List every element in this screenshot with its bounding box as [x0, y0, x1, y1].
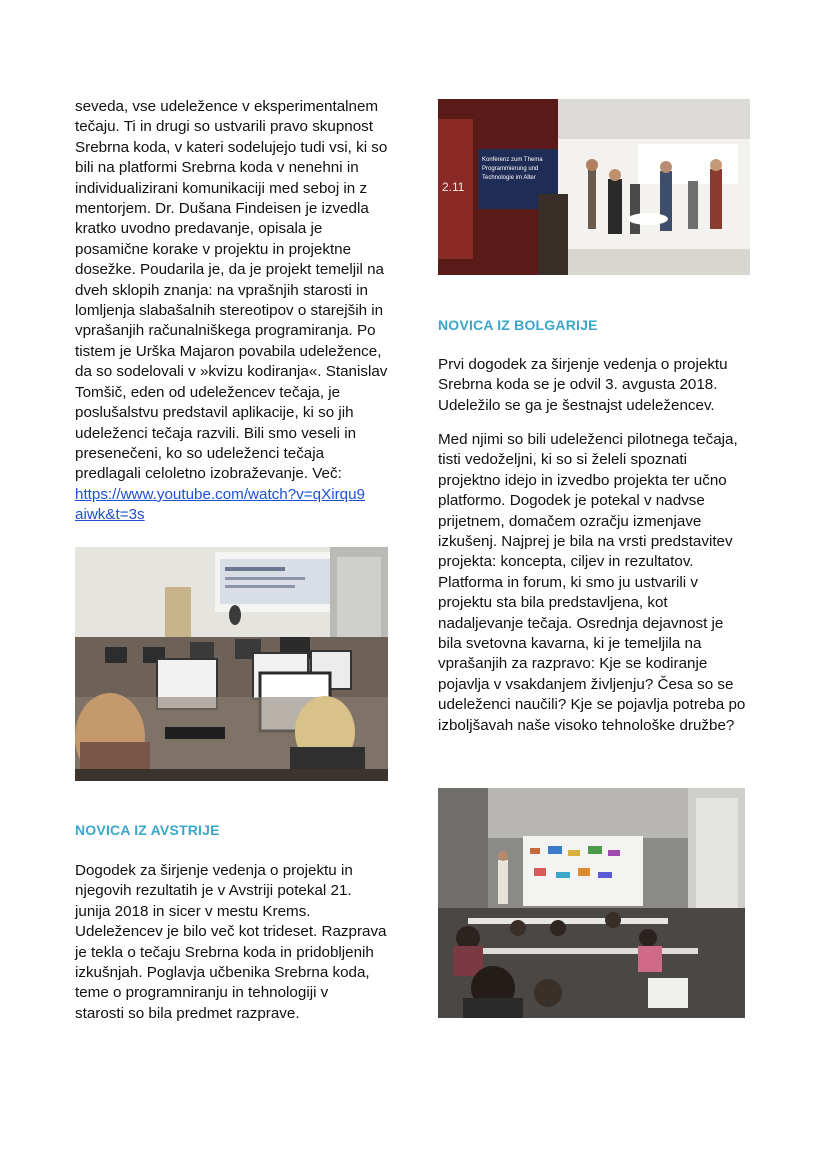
text-line: je tekla o tečaju Srebrna koda in pridobljenih	[75, 943, 374, 961]
intro-paragraph	[75, 97, 390, 526]
text-line: mentorjem. Dr. Dušana Findeisen je izvedla	[75, 200, 369, 218]
text-line: izkušnjah. Poglavja učbenika Srebrna koda,	[75, 964, 370, 982]
text-line: platformo. Dogodek je potekal v nadvse	[438, 492, 705, 510]
text-line: Prvi dogodek za širjenje vedenja o projektu	[438, 356, 728, 373]
room-number: 2.11	[442, 180, 465, 194]
text-line: starosti so bila predmet razprave.	[75, 1004, 300, 1022]
text-line: bila svetovna kavarna, ki je temeljila na	[438, 635, 702, 653]
classroom-photo-illustration	[75, 547, 388, 781]
bulgaria-heading: NOVICA IZ BOLGARIJE	[438, 317, 598, 333]
text-line: pojavlja v vsakdanjem življenju? Česa so se	[438, 675, 734, 693]
austria-paragraph-wrap	[75, 861, 390, 1024]
text-line: poslušalstvu predstavil aplikacije, ki so jih	[75, 404, 354, 422]
text-line: projektno idejo in izvedbo projekta ter učno	[438, 471, 727, 489]
sign-line: Konferenz zum Thema	[482, 157, 543, 163]
text-line: izboljšavah naše visoko tehnološke družbe?	[438, 716, 735, 734]
bulgaria-paragraph-2-wrap	[438, 430, 758, 736]
text-line: Med njimi so bili udeleženci pilotnega tečaja,	[438, 431, 738, 448]
text-line: prijetnem, domačem ozračju izmenjave	[438, 512, 702, 530]
text-line: kratko uvodno predavanje, opisala je	[75, 220, 323, 238]
text-line: tečaju. Ti in drugi so ustvarili pravo skupnost	[75, 118, 373, 136]
text-line: posamične korake v projektu in projektne	[75, 240, 352, 258]
text-line: projekta: koncepta, ciljev in rezultatov.	[438, 553, 694, 571]
text-line: projektu sta bila predstavljena, kot	[438, 594, 668, 612]
text-line: izkušenj. Najprej je bila na vrsti predstavitev	[438, 533, 733, 551]
text-line: nadaljevanje tečaja. Osrednja dejavnost je	[438, 614, 724, 632]
austria-section	[75, 822, 390, 838]
presentation-photo-illustration	[438, 788, 745, 1018]
youtube-link[interactable]	[75, 485, 390, 526]
text-line: vprašanjih računalniškega programiranja. Po	[75, 322, 376, 340]
sign-line: Programmierung und	[482, 166, 539, 172]
text-line: da so sodelovali v »kvizu kodiranja«. Stanislav	[75, 363, 388, 381]
sign-line: Technologie im Alter	[482, 175, 536, 181]
text-line: dosežke. Poudarila je, da je projekt temeljil na	[75, 261, 384, 279]
text-line: Platforma in forum, ki smo ju ustvarili v	[438, 573, 698, 591]
text-line: Udeležilo se ga je šestnajst udeležencev.	[438, 396, 715, 414]
text-line: Udeležencev je bilo več kot trideset. Razprava	[75, 923, 387, 941]
text-line: individualizirani komunikaciji med seboj in z	[75, 179, 368, 197]
text-line: teme o programniranju in tehnologiji v	[75, 984, 329, 1002]
text-line: bili na platformi Srebrna koda v nenehni in	[75, 159, 359, 177]
left-column	[75, 97, 390, 526]
text-line: seveda, vse udeležence v eksperimentalnem	[75, 98, 379, 115]
classroom-photo	[75, 547, 388, 781]
text-line: udeleženci naučili? Kje se pojavlja potreba po	[438, 696, 746, 714]
link-line[interactable]: https://www.youtube.com/watch?v=qXirqu9	[75, 485, 365, 503]
text-line: njegovih rezultatih je v Avstriji potekal 21.	[75, 882, 352, 900]
link-line[interactable]: aiwk&t=3s	[75, 506, 145, 524]
text-line: predlagali celoletno izobraževanje. Več:	[75, 465, 342, 483]
text-line: tistem je Urška Majaron povabila udeležence,	[75, 342, 382, 360]
bulgaria-paragraph-2	[438, 430, 758, 736]
bulgaria-paragraph-1-wrap	[438, 355, 758, 416]
text-line: Dogodek za širjenje vedenja o projektu in	[75, 862, 353, 879]
text-line: junija 2018 in sicer v mestu Krems.	[75, 902, 311, 920]
bulgaria-paragraph-1	[438, 355, 758, 416]
conference-photo	[438, 99, 750, 275]
text-line: tisti vedoželjni, ki so si želeli spoznati	[438, 451, 688, 469]
bulgaria-section	[438, 317, 753, 333]
text-line: Tomšič, eden od udeležencev tečaja, je	[75, 383, 341, 401]
text-line: udeleženci tečaja razvili. Bili smo veseli in	[75, 424, 357, 442]
conference-photo-illustration	[438, 99, 750, 275]
text-line: vprašanjih za razpravo: Kje se kodiranje	[438, 655, 708, 673]
text-line: Srebrna koda se je odvil 3. avgusta 2018.	[438, 376, 718, 394]
austria-heading: NOVICA IZ AVSTRIJE	[75, 822, 220, 838]
text-line: presenečeni, ko so udeleženci tečaja	[75, 444, 325, 462]
austria-paragraph	[75, 861, 390, 1024]
text-line: dveh sklopih znanja: na vprašnjih starosti in	[75, 281, 368, 299]
text-line: lomljenja slabašalnih stereotipov o starejših in	[75, 302, 384, 320]
presentation-photo	[438, 788, 745, 1018]
text-line: Srebrna koda, v kateri sodelujejo tudi vsi, ki so	[75, 138, 388, 156]
